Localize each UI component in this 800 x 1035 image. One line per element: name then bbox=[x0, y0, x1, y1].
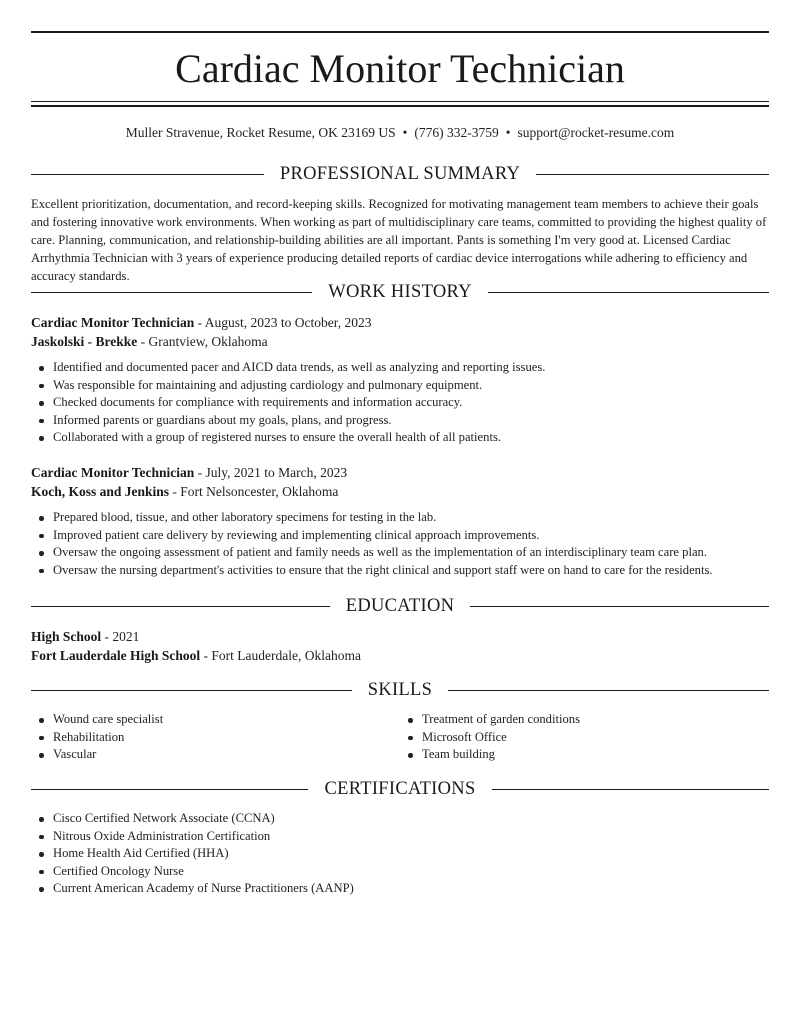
job-bullets bbox=[31, 359, 769, 447]
section-work-heading bbox=[31, 280, 769, 304]
list-item: Informed parents or guardians about my goals, plans, and progress. bbox=[31, 412, 769, 430]
divider-line bbox=[31, 606, 330, 607]
job-dates: - July, 2021 to March, 2023 bbox=[194, 465, 348, 480]
job-entry bbox=[31, 313, 769, 447]
job-title-line bbox=[31, 313, 769, 332]
divider-line bbox=[31, 174, 264, 175]
list-item: Prepared blood, tissue, and other laboratory specimens for testing in the lab. bbox=[31, 509, 769, 527]
education-year: - 2021 bbox=[101, 629, 140, 644]
list-item: Oversaw the nursing department's activities to ensure that the right clinical and support staff were on hand to care for the residents. bbox=[31, 562, 769, 580]
education-entry bbox=[31, 627, 769, 665]
skills-list-right bbox=[400, 711, 769, 764]
section-skills-heading bbox=[31, 678, 769, 702]
education-school: Fort Lauderdale High School bbox=[31, 648, 201, 663]
list-item: Rehabilitation bbox=[31, 729, 400, 747]
list-item: Cisco Certified Network Associate (CCNA) bbox=[31, 810, 769, 828]
divider-line bbox=[448, 690, 769, 691]
education-school-line bbox=[31, 646, 769, 665]
list-item: Treatment of garden conditions bbox=[400, 711, 769, 729]
list-item: Microsoft Office bbox=[400, 729, 769, 747]
job-employer: Koch, Koss and Jenkins bbox=[31, 484, 170, 499]
job-title: Cardiac Monitor Technician bbox=[31, 465, 195, 480]
education-location: - Fort Lauderdale, Oklahoma bbox=[200, 648, 361, 663]
list-item: Current American Academy of Nurse Practitioners (AANP) bbox=[31, 880, 769, 898]
contact-separator: • bbox=[505, 125, 511, 140]
job-location: - Grantview, Oklahoma bbox=[137, 334, 268, 349]
contact-address: Muller Stravenue, Rocket Resume, OK 23169 US bbox=[125, 125, 396, 140]
double-rule-lower bbox=[31, 105, 769, 107]
job-employer-line bbox=[31, 482, 769, 501]
list-item: Checked documents for compliance with requirements and information accuracy. bbox=[31, 394, 769, 412]
job-dates: - August, 2023 to October, 2023 bbox=[194, 315, 372, 330]
resume-name: Cardiac Monitor Technician bbox=[175, 46, 625, 91]
divider-line bbox=[31, 292, 312, 293]
divider-line bbox=[31, 789, 308, 790]
job-title-line bbox=[31, 463, 769, 482]
section-certifications-heading bbox=[31, 777, 769, 801]
list-item: Team building bbox=[400, 746, 769, 764]
divider-line bbox=[31, 690, 352, 691]
certifications-list bbox=[31, 810, 769, 898]
section-education-heading bbox=[31, 594, 769, 618]
section-title: PROFESSIONAL SUMMARY bbox=[279, 163, 521, 184]
skills-list-left bbox=[31, 711, 400, 764]
summary-text: Excellent prioritization, documentation, and record-keeping skills. Recognized for motivating management team members to achieve their goals and fostering innovative work environments. When working as part of multidisciplinary care teams, committed to providing the highest quality of care. Planning, communication, and relationship-building abilities are all important. Pants is something I'm very good at. Licensed Cardiac Arrhythmia Technician with 3 years of experience producing detailed reports of cardiac device interrogations while adhering to efficiency and accuracy standards. bbox=[31, 197, 767, 283]
divider-line bbox=[536, 174, 769, 175]
list-item: Oversaw the ongoing assessment of patient and family needs as well as the implementation of an interdisciplinary team care plan. bbox=[31, 544, 769, 562]
section-title: CERTIFICATIONS bbox=[324, 778, 476, 799]
contact-separator: • bbox=[402, 125, 408, 140]
contact-line bbox=[0, 124, 800, 142]
job-employer-line bbox=[31, 332, 769, 351]
job-title: Cardiac Monitor Technician bbox=[31, 315, 195, 330]
section-title: EDUCATION bbox=[345, 595, 455, 616]
divider-line bbox=[488, 292, 769, 293]
list-item: Nitrous Oxide Administration Certification bbox=[31, 828, 769, 846]
job-location: - Fort Nelsoncester, Oklahoma bbox=[169, 484, 339, 499]
job-employer: Jaskolski - Brekke bbox=[31, 334, 138, 349]
job-entry bbox=[31, 463, 769, 579]
job-bullets bbox=[31, 509, 769, 579]
list-item: Improved patient care delivery by reviewing and implementing clinical approach improvements. bbox=[31, 527, 769, 545]
contact-email[interactable]: support@rocket-resume.com bbox=[517, 125, 675, 140]
section-title: WORK HISTORY bbox=[328, 281, 472, 302]
skills-grid bbox=[31, 711, 769, 764]
list-item: Certified Oncology Nurse bbox=[31, 863, 769, 881]
double-rule-upper bbox=[31, 101, 769, 102]
list-item: Was responsible for maintaining and adjusting cardiology and pulmonary equipment. bbox=[31, 377, 769, 395]
divider-line bbox=[492, 789, 769, 790]
list-item: Home Health Aid Certified (HHA) bbox=[31, 845, 769, 863]
section-summary-heading bbox=[31, 162, 769, 186]
contact-phone: (776) 332-3759 bbox=[414, 125, 499, 140]
education-degree-line bbox=[31, 627, 769, 646]
divider-line bbox=[470, 606, 769, 607]
top-rule bbox=[31, 31, 769, 33]
list-item: Identified and documented pacer and AICD data trends, as well as analyzing and reporting issues. bbox=[31, 359, 769, 377]
list-item: Collaborated with a group of registered nurses to ensure the overall health of all patients. bbox=[31, 429, 769, 447]
list-item: Wound care specialist bbox=[31, 711, 400, 729]
education-degree: High School bbox=[31, 629, 102, 644]
section-title: SKILLS bbox=[367, 679, 433, 700]
list-item: Vascular bbox=[31, 746, 400, 764]
